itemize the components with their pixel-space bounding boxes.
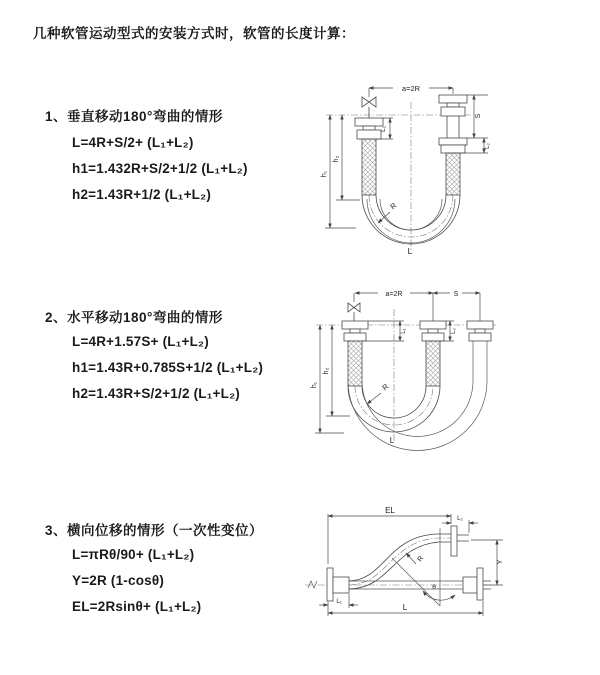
section-2-formula-h2: h2=1.43R+S/2+1/2 (L₁+L₂) [72,386,240,401]
section-1-formula-h2: h2=1.43R+1/2 (L₁+L₂) [72,187,212,202]
dimension-s [433,289,480,299]
section-1-formula-L: L=4R+S/2+ (L₁+L₂) [72,135,194,150]
length-label: L [407,246,413,256]
left-flange-fitting [327,568,349,601]
dimension-h2 [333,115,360,200]
dim-label-l2: L₂ [485,143,491,149]
top-right-flange-fitting [451,526,469,556]
section-3-formula-EL: EL=2Rsinθ+ (L₁+L₂) [72,599,202,614]
section-3-heading: 3、横向位移的情形（一次性变位） [45,523,264,538]
length-label: L [389,436,395,445]
dim-label-h1: h₁ [311,381,318,389]
braided-hose-left [348,341,362,386]
dim-label-s: S [453,291,459,298]
dim-label-l1: L₁ [336,599,342,605]
left-fitting [342,321,368,386]
radius-callout [378,201,399,223]
section-1-formula-h1: h1=1.432R+S/2+1/2 (L₁+L₂) [72,161,248,176]
dim-label-l1: L₁ [401,328,407,334]
diagram-vertical-180-bend [310,66,598,262]
braided-hose-right [446,153,460,195]
braided-hose-left [362,139,376,195]
dim-label-a2r: a=2R [385,291,403,298]
right-fitting [439,95,467,195]
dimension-l2 [442,516,478,533]
angle-theta [392,528,455,606]
section-2-formula-L: L=4R+1.57S+ (L₁+L₂) [72,334,209,349]
centerline-break-mark [308,581,317,588]
section-1-heading: 1、垂直移动180°弯曲的情形 [45,109,223,124]
dim-label-l1: L₁ [380,126,387,132]
dim-label-l: L [402,603,408,612]
left-fitting [355,118,383,195]
diagram-horizontal-180-bend [308,281,598,461]
dim-label-y: Y [497,559,504,565]
dim-label-el: EL [385,506,395,515]
section-3-formula-Y: Y=2R (1-cosθ) [72,573,165,588]
dimension-el [328,506,451,564]
radius-callout [367,382,391,404]
hose-bend-moved [348,381,487,451]
right-flange-fitting [463,568,491,600]
dim-label-a2r: a=2R [401,84,421,93]
middle-fitting [420,321,446,386]
dim-label-h1: h₁ [321,170,328,178]
dim-label-l2: L₂ [457,516,463,522]
dimension-l1 [319,594,358,608]
dim-label-h2: h₂ [323,367,330,375]
page-title: 几种软管运动型式的安装方式时，软管的长度计算： [33,26,355,41]
dim-label-h2: h₂ [333,155,340,163]
dimension-l [328,601,483,616]
dimension-h1 [321,115,356,228]
radius-label: R [416,554,426,564]
radius-callout [406,553,425,564]
dim-label-l2: L₂ [451,328,457,334]
right-fitting-moved [467,321,493,381]
radius-label: R [380,381,391,393]
section-2-formula-h1: h1=1.43R+0.785S+1/2 (L₁+L₂) [72,360,264,375]
angle-label: θ [432,584,436,591]
diagram-lateral-displacement [295,498,598,650]
dimension-l1 [362,321,407,341]
radius-label: R [388,200,399,212]
dim-label-s: S [475,113,482,119]
dimension-s [467,95,488,138]
dimension-h1 [311,325,344,433]
braided-hose-middle [426,341,440,386]
valve-icon [348,303,360,321]
section-3-formula-L: L=πRθ/90+ (L₁+L₂) [72,547,195,562]
section-2-heading: 2、水平移动180°弯曲的情形 [45,310,223,325]
